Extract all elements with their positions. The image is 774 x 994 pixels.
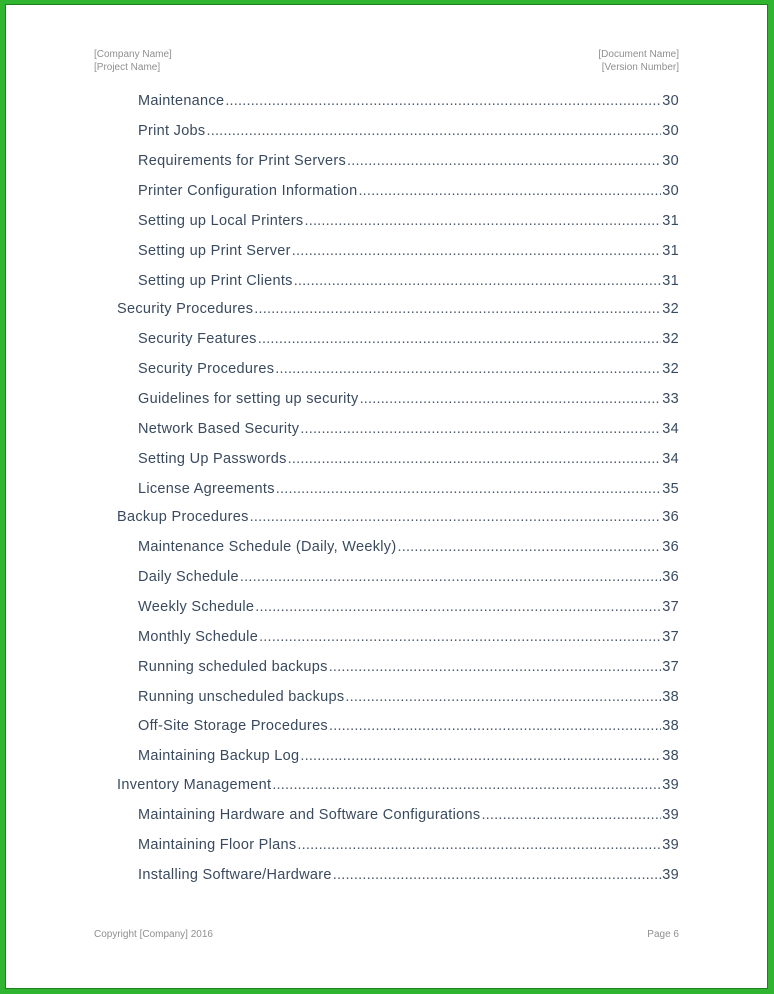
toc-entry-page: 30 [662,183,679,199]
toc-entry-title: Security Features [138,331,257,347]
toc-entry-page: 37 [662,599,679,615]
toc-dot-leader [329,716,661,736]
toc-entry-title: Maintaining Backup Log [138,748,300,764]
toc-entry-page: 30 [662,153,679,169]
toc-dot-leader [345,687,661,707]
document-page [6,5,767,988]
document-name: [Document Name] [598,49,679,60]
toc-dot-leader [360,389,662,409]
toc-entry-title: Setting up Print Clients [138,273,293,289]
toc-entry-title: Guidelines for setting up security [138,391,359,407]
toc-entry-page: 31 [662,243,679,259]
toc-entry-page: 33 [662,391,679,407]
toc-entry[interactable] [138,449,679,469]
toc-dot-leader [206,121,661,141]
toc-entry[interactable] [138,241,679,261]
toc-entry-page: 39 [662,777,679,793]
toc-entry-title: Setting up Print Server [138,243,291,259]
toc-entry[interactable] [138,627,679,647]
toc-section-entry[interactable] [117,299,679,319]
toc-entry-page: 37 [662,629,679,645]
toc-entry[interactable] [138,151,679,171]
toc-dot-leader [225,91,661,111]
toc-entry-page: 39 [662,867,679,883]
toc-entry-title: Security Procedures [117,301,254,317]
toc-entry[interactable] [138,121,679,141]
toc-entry[interactable] [138,479,679,499]
toc-dot-leader [276,479,661,499]
toc-entry-title: Setting up Local Printers [138,213,304,229]
toc-entry-title: Maintenance Schedule (Daily, Weekly) [138,539,397,555]
toc-dot-leader [275,359,661,379]
footer-page-number: Page 6 [647,929,679,940]
toc-entry[interactable] [138,419,679,439]
toc-entry[interactable] [138,181,679,201]
toc-entry-page: 36 [662,569,679,585]
toc-entry-page: 37 [662,659,679,675]
toc-entry[interactable] [138,746,679,766]
toc-entry[interactable] [138,835,679,855]
toc-entry[interactable] [138,865,679,885]
footer-copyright: Copyright [Company] 2016 [94,929,213,940]
toc-entry-title: Running scheduled backups [138,659,328,675]
toc-dot-leader [304,211,661,231]
toc-entry-title: Requirements for Print Servers [138,153,347,169]
toc-entry-title: Inventory Management [117,777,272,793]
toc-entry[interactable] [138,805,679,825]
toc-entry-title: Setting Up Passwords [138,451,287,467]
toc-entry-page: 30 [662,123,679,139]
toc-entry-page: 36 [662,539,679,555]
version-number: [Version Number] [601,62,679,73]
toc-section-entry[interactable] [117,775,679,795]
toc-entry-page: 38 [662,689,679,705]
header-right [598,48,679,74]
toc-dot-leader [240,567,661,587]
toc-dot-leader [329,657,662,677]
toc-entry-title: Installing Software/Hardware [138,867,332,883]
toc-entry-page: 38 [662,748,679,764]
toc-entry[interactable] [138,91,679,111]
toc-entry[interactable] [138,329,679,349]
toc-entry[interactable] [138,211,679,231]
toc-dot-leader [297,835,661,855]
toc-entry[interactable] [138,359,679,379]
toc-entry-page: 38 [662,718,679,734]
toc-dot-leader [250,507,662,527]
toc-entry-title: Maintenance [138,93,225,109]
toc-entry-page: 36 [662,509,679,525]
toc-entry[interactable] [138,597,679,617]
toc-entry-title: Weekly Schedule [138,599,255,615]
company-name: [Company Name] [94,49,172,60]
toc-entry-page: 35 [662,481,679,497]
toc-entry-title: Running unscheduled backups [138,689,345,705]
toc-dot-leader [254,299,661,319]
toc-entry-title: Monthly Schedule [138,629,259,645]
toc-entry[interactable] [138,687,679,707]
toc-entry-title: Maintaining Floor Plans [138,837,297,853]
toc-dot-leader [288,449,662,469]
toc-entry-page: 39 [662,837,679,853]
toc-entry-page: 34 [662,421,679,437]
project-name: [Project Name] [94,62,161,73]
toc-dot-leader [272,775,661,795]
header-left [94,48,172,74]
toc-dot-leader [259,627,661,647]
toc-dot-leader [358,181,661,201]
toc-dot-leader [300,419,661,439]
toc-entry-page: 39 [662,807,679,823]
toc-entry[interactable] [138,657,679,677]
toc-entry-title: Network Based Security [138,421,300,437]
toc-entry-page: 31 [662,213,679,229]
toc-entry-page: 32 [662,301,679,317]
toc-entry-title: Maintaining Hardware and Software Configurations [138,807,481,823]
toc-entry-page: 32 [662,361,679,377]
toc-entry-title: Daily Schedule [138,569,239,585]
toc-entry[interactable] [138,537,679,557]
toc-dot-leader [398,537,662,557]
toc-entry-page: 31 [662,273,679,289]
toc-section-entry[interactable] [117,507,679,527]
toc-entry[interactable] [138,271,679,291]
toc-dot-leader [292,241,661,261]
toc-entry[interactable] [138,567,679,587]
toc-dot-leader [347,151,661,171]
toc-entry-title: License Agreements [138,481,275,497]
toc-entry-page: 32 [662,331,679,347]
toc-entry-page: 34 [662,451,679,467]
toc-entry[interactable] [138,389,679,409]
toc-dot-leader [294,271,662,291]
toc-entry-title: Print Jobs [138,123,206,139]
toc-entry-page: 30 [662,93,679,109]
toc-dot-leader [255,597,661,617]
toc-dot-leader [258,329,662,349]
toc-dot-leader [333,865,662,885]
toc-entry-title: Off-Site Storage Procedures [138,718,328,734]
toc-entry-title: Printer Configuration Information [138,183,358,199]
toc-entry-title: Backup Procedures [117,509,249,525]
toc-entry[interactable] [138,716,679,736]
toc-entry-title: Security Procedures [138,361,275,377]
toc-dot-leader [481,805,661,825]
toc-dot-leader [300,746,661,766]
